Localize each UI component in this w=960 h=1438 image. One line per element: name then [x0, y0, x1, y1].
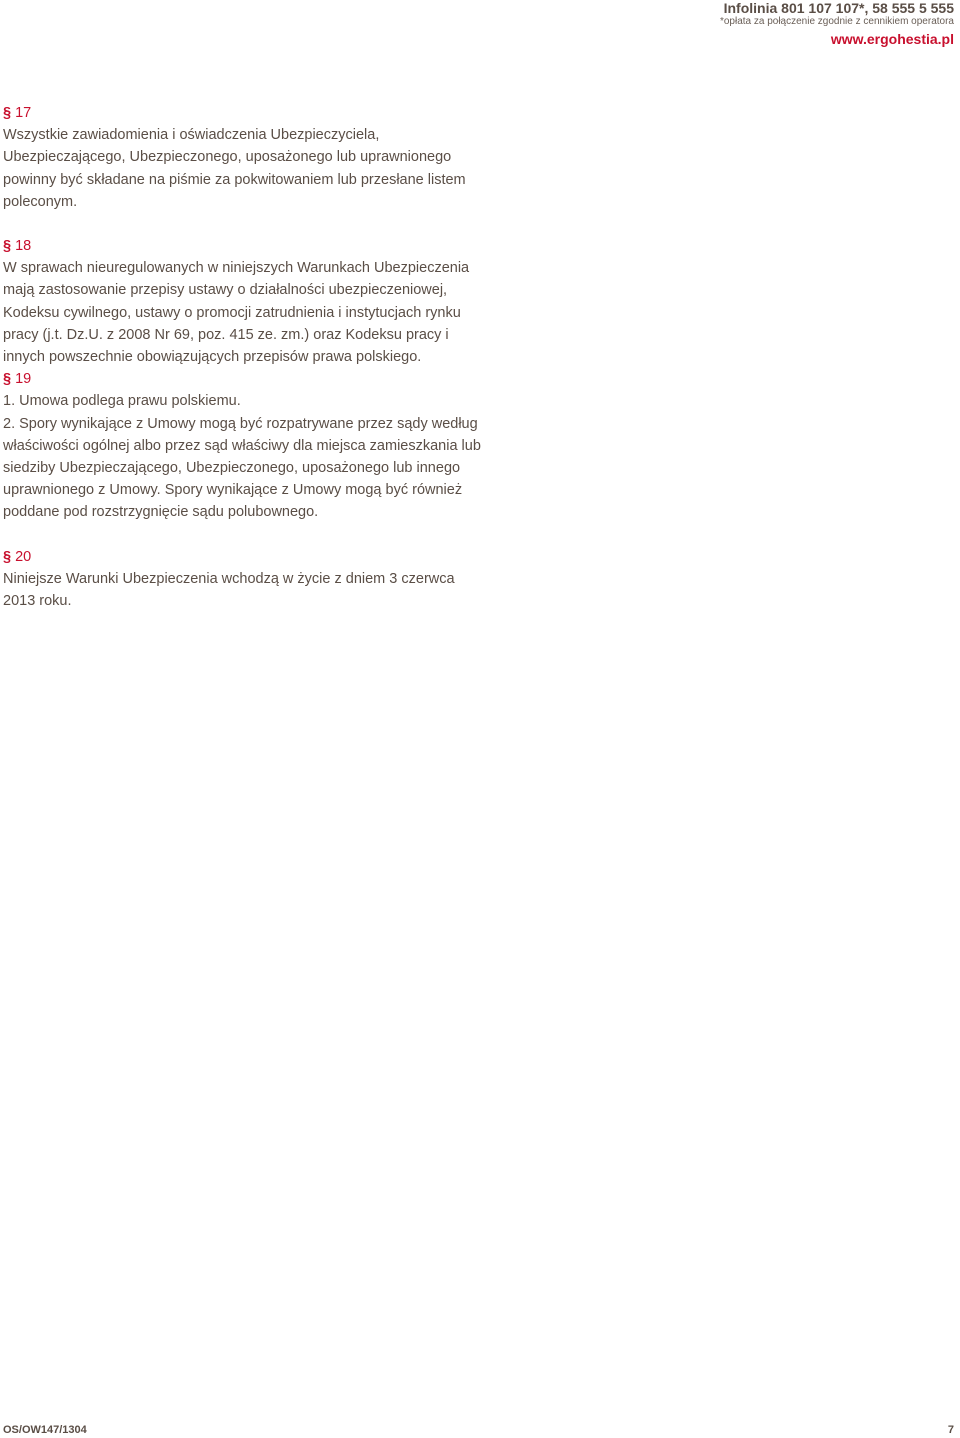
website-link[interactable]: www.ergohestia.pl	[830, 30, 954, 47]
document-body	[3, 102, 483, 612]
section-18-heading	[3, 235, 483, 257]
section-20-heading	[3, 546, 483, 568]
document-code: OS/OW147/1304	[3, 1424, 87, 1436]
section-number: 19	[15, 371, 32, 388]
paragraph-symbol: §	[3, 548, 12, 565]
section-20-text: Niniejsze Warunki Ubezpieczenia wchodzą w życie z dniem 3 czerwca 2013 roku.	[3, 570, 455, 610]
section-19-item-1: 1. Umowa podlega prawu polskiemu.	[3, 393, 241, 410]
section-20	[3, 546, 483, 613]
section-19-heading	[3, 368, 483, 390]
section-17-text: Wszystkie zawiadomienia i oświadczenia Ubezpieczyciela, Ubezpieczającego, Ubezpieczonego, uposażonego lub uprawnionego powinny być składane na piśmie za pokwitowaniem lub przesłane listem poleconym.	[3, 127, 466, 210]
section-19	[3, 368, 483, 523]
hotline-note: *opłata za połączenie zgodnie z cennikiem operatora	[719, 16, 954, 28]
section-18-text: W sprawach nieuregulowanych w niniejszych Warunkach Ubezpieczenia mają zastosowanie przepisy ustawy o działalności ubezpieczeniowej, Kodeksu cywilnego, ustawy o promocji zatrudnienia i instytucjach rynku pracy (j.t. Dz.U. z 2008 Nr 69, poz. 415 ze. zm.) oraz Kodeksu pracy i innych powszechnie obowiązujących przepisów prawa polskiego.	[3, 260, 470, 366]
page-header	[720, 0, 954, 47]
section-17-heading	[3, 102, 483, 124]
page-number: 7	[947, 1424, 954, 1436]
section-number: 18	[15, 238, 32, 255]
hotline-text: Infolinia 801 107 107*, 58 555 5 555	[723, 0, 954, 16]
section-17	[3, 102, 483, 213]
paragraph-symbol: §	[3, 238, 12, 255]
paragraph-symbol: §	[3, 105, 12, 121]
section-18	[3, 235, 483, 368]
section-number: 17	[15, 105, 32, 121]
section-19-item-2: 2. Spory wynikające z Umowy mogą być rozpatrywane przez sądy według właściwości ogólnej albo przez sąd właściwy dla miejsca zamieszkania lub siedziby Ubezpieczającego, Ubezpieczonego, uposażonego lub innego uprawnionego z Umowy. Spory wynikające z Umowy mogą być również poddane pod rozstrzygnięcie sądu polubownego.	[3, 415, 481, 521]
section-number: 20	[15, 548, 32, 565]
paragraph-symbol: §	[3, 371, 12, 388]
